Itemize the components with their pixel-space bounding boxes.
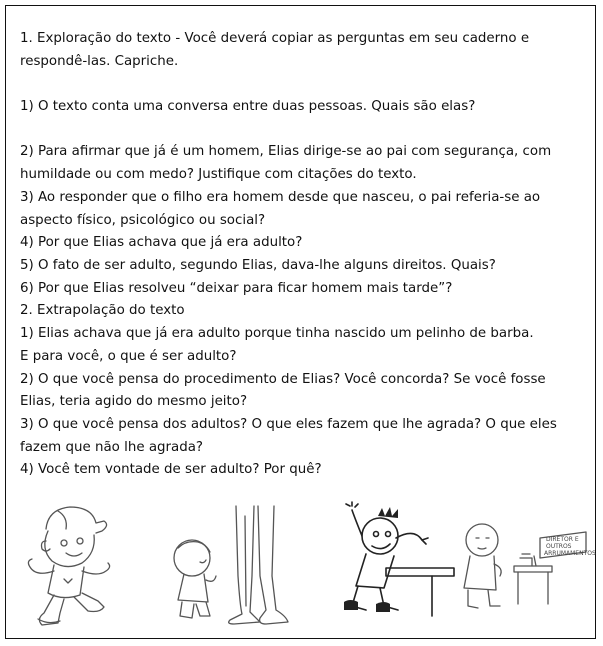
extrapolation-question-2-cont: Elias, teria agido do mesmo jeito? [20, 394, 248, 410]
extrapolation-question-3-cont: fazem que não lhe agrada? [20, 439, 204, 455]
extrapolation-question-3: 3) O que você pensa dos adultos? O que eles fazem que lhe agrada? O que eles [20, 416, 557, 432]
sign-text: ARRUMAMENTOS [544, 550, 596, 557]
heading-line: 1. Exploração do texto - Você deverá copiar as perguntas em seu caderno e [20, 31, 530, 46]
question-5: 5) O fato de ser adulto, segundo Elias, dava-lhe alguns direitos. Quais? [20, 258, 496, 273]
question-6: 6) Por que Elias resolveu “deixar para ficar homem mais tarde”? [20, 280, 453, 296]
heading-line: respondê-las. Capriche. [20, 53, 179, 69]
extrapolation-question-1-cont: E para você, o que é ser adulto? [20, 348, 237, 364]
worksheet-text [20, 28, 585, 482]
question-2: 2) Para afirmar que já é um homem, Elias dirige-se ao pai com segurança, com [20, 144, 552, 160]
extrapolation-question-4: 4) Você tem vontade de ser adulto? Por quê? [20, 462, 322, 478]
boy-and-adult-legs-illustration [156, 506, 296, 631]
question-3-cont: aspecto físico, psicológico ou social? [20, 212, 266, 228]
sign-text: DIRETOR E [546, 536, 579, 543]
boy-sitting-on-wall-illustration [336, 506, 456, 624]
extrapolation-question-2: 2) O que você pensa do procedimento de Elias? Você concorda? Se você fosse [20, 371, 546, 387]
extrapolation-question-1: 1) Elias achava que já era adulto porque tinha nascido um pelinho de barba. [20, 326, 534, 342]
question-3: 3) Ao responder que o filho era homem desde que nasceu, o pai referia-se ao [20, 189, 541, 205]
boy-at-desk-illustration [460, 514, 596, 619]
sign-text: OUTROS [546, 543, 572, 550]
question-4: 4) Por que Elias achava que já era adulto? [20, 235, 303, 251]
section-2-title: 2. Extrapolação do texto [20, 303, 185, 319]
question-1: 1) O texto conta uma conversa entre duas pessoas. Quais são elas? [20, 99, 476, 115]
worksheet-page [5, 5, 596, 639]
question-2-cont: humildade ou com medo? Justifique com citações do texto. [20, 167, 417, 183]
boy-with-cap-illustration [18, 501, 128, 633]
